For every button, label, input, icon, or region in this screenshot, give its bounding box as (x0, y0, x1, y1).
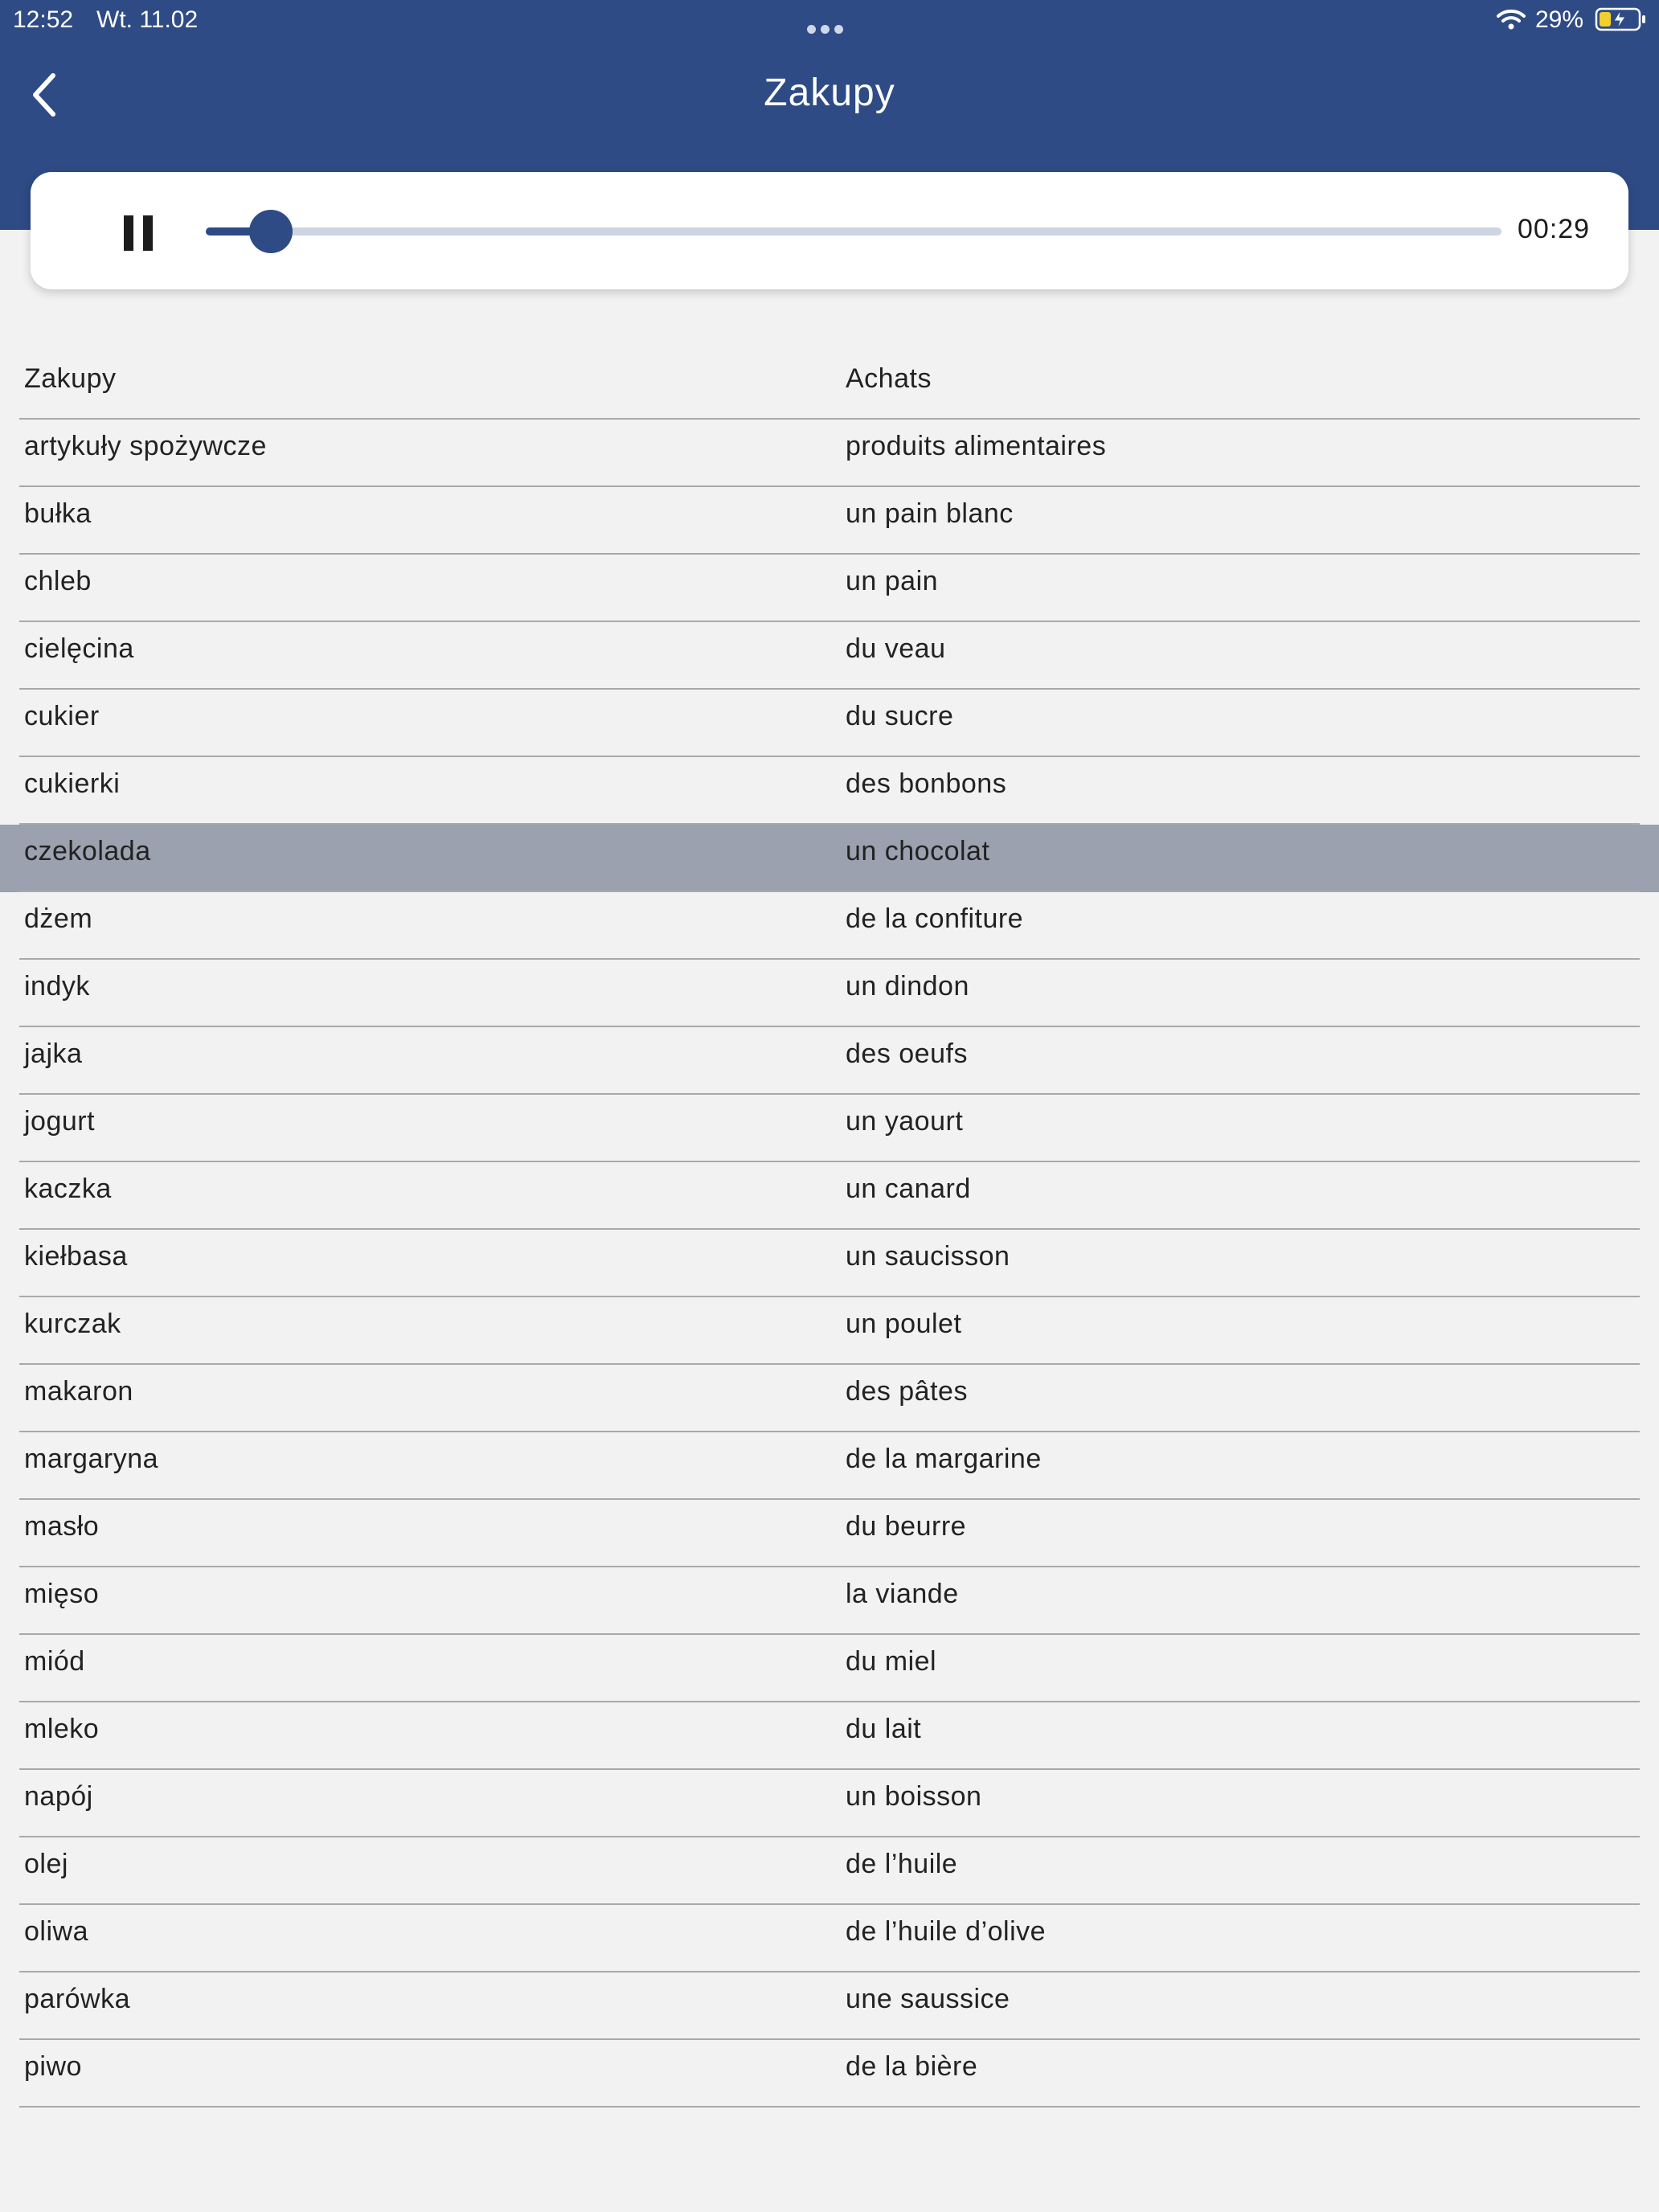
word-polish: cukierki (24, 768, 121, 799)
word-french: des pâtes (846, 1376, 968, 1407)
word-polish: margaryna (24, 1444, 159, 1474)
word-polish: oliwa (24, 1916, 88, 1947)
status-date: Wt. 11.02 (96, 6, 199, 33)
status-time: 12:52 (13, 6, 74, 33)
table-row[interactable] (0, 1635, 1659, 1702)
word-polish: napój (24, 1781, 93, 1812)
playback-slider-thumb[interactable] (249, 210, 293, 253)
word-french: de la confiture (846, 903, 1024, 934)
playback-slider[interactable] (206, 227, 1501, 236)
word-french: du beurre (846, 1511, 967, 1542)
word-french: du sucre (846, 701, 954, 731)
word-polish: indyk (24, 971, 90, 1002)
word-french: de la bière (846, 2051, 978, 2082)
wifi-icon (1495, 6, 1527, 32)
table-row[interactable] (0, 1027, 1659, 1095)
word-polish: kiełbasa (24, 1241, 128, 1272)
word-polish: kurczak (24, 1309, 121, 1339)
word-french: un chocolat (846, 836, 990, 866)
word-polish: parówka (24, 1984, 131, 2014)
table-row[interactable] (0, 690, 1659, 757)
word-polish: czekolada (24, 836, 151, 866)
multitasking-dots-icon[interactable] (807, 13, 852, 24)
table-row[interactable] (0, 2040, 1659, 2108)
word-french: des oeufs (846, 1038, 968, 1069)
table-body (0, 420, 1659, 2108)
table-row[interactable] (0, 1095, 1659, 1162)
word-french: un pain blanc (846, 498, 1014, 529)
word-polish: kaczka (24, 1174, 112, 1204)
table-row[interactable] (0, 555, 1659, 622)
word-polish: makaron (24, 1376, 133, 1407)
table-row[interactable] (0, 757, 1659, 825)
table-row[interactable] (0, 487, 1659, 555)
word-polish: chleb (24, 566, 92, 596)
word-polish: cielęcina (24, 633, 134, 664)
word-french: un boisson (846, 1781, 982, 1812)
table-row[interactable] (0, 1972, 1659, 2040)
word-polish: cukier (24, 701, 100, 731)
word-french: produits alimentaires (846, 431, 1107, 461)
word-polish: olej (24, 1849, 68, 1879)
pause-button[interactable] (92, 201, 188, 262)
word-polish: dżem (24, 903, 93, 934)
status-bar (0, 0, 1659, 40)
table-row[interactable] (0, 1230, 1659, 1297)
word-french: du miel (846, 1646, 937, 1677)
word-polish: mleko (24, 1714, 100, 1744)
word-polish: masło (24, 1511, 100, 1542)
table-row[interactable] (0, 1365, 1659, 1432)
word-french: un pain (846, 566, 939, 596)
word-french: de la margarine (846, 1444, 1042, 1474)
word-french: du veau (846, 633, 946, 664)
word-french: une saussice (846, 1984, 1010, 2014)
word-polish: mięso (24, 1579, 100, 1609)
vocabulary-table (0, 352, 1659, 2108)
table-row[interactable] (0, 1567, 1659, 1635)
word-french: des bonbons (846, 768, 1007, 799)
page-title: Zakupy (764, 72, 895, 114)
elapsed-time: 00:29 (1518, 214, 1591, 244)
audio-player (31, 172, 1628, 289)
word-french: un canard (846, 1174, 971, 1204)
word-french: de l’huile (846, 1849, 958, 1879)
word-french: la viande (846, 1579, 959, 1609)
table-row[interactable] (0, 1297, 1659, 1365)
word-polish: jogurt (24, 1106, 96, 1137)
word-french: du lait (846, 1714, 922, 1744)
table-row[interactable] (0, 1500, 1659, 1567)
word-polish: bułka (24, 498, 92, 529)
word-polish: piwo (24, 2051, 82, 2082)
column-header-french: Achats (846, 363, 932, 394)
table-row[interactable] (0, 420, 1659, 487)
word-polish: miód (24, 1646, 85, 1677)
table-row[interactable] (0, 622, 1659, 690)
word-french: un poulet (846, 1309, 962, 1339)
word-french: un dindon (846, 971, 969, 1002)
word-polish: jajka (24, 1038, 83, 1069)
table-row[interactable] (0, 1702, 1659, 1770)
table-row[interactable] (0, 1837, 1659, 1905)
table-row[interactable] (0, 1905, 1659, 1972)
battery-percent: 29% (1535, 6, 1584, 33)
table-row[interactable] (0, 960, 1659, 1027)
table-row[interactable] (0, 892, 1659, 960)
table-row[interactable] (0, 1770, 1659, 1837)
table-row[interactable] (0, 1432, 1659, 1500)
battery-charging-icon (1595, 6, 1648, 32)
word-french: un saucisson (846, 1241, 1010, 1272)
word-french: un yaourt (846, 1106, 964, 1137)
word-polish: artykuły spożywcze (24, 431, 267, 461)
table-header-row (0, 352, 1659, 420)
word-french: de l’huile d’olive (846, 1916, 1047, 1947)
column-header-polish: Zakupy (24, 363, 117, 394)
table-row[interactable] (0, 1162, 1659, 1230)
table-row[interactable] (0, 825, 1659, 892)
row-divider (19, 2106, 1640, 2108)
